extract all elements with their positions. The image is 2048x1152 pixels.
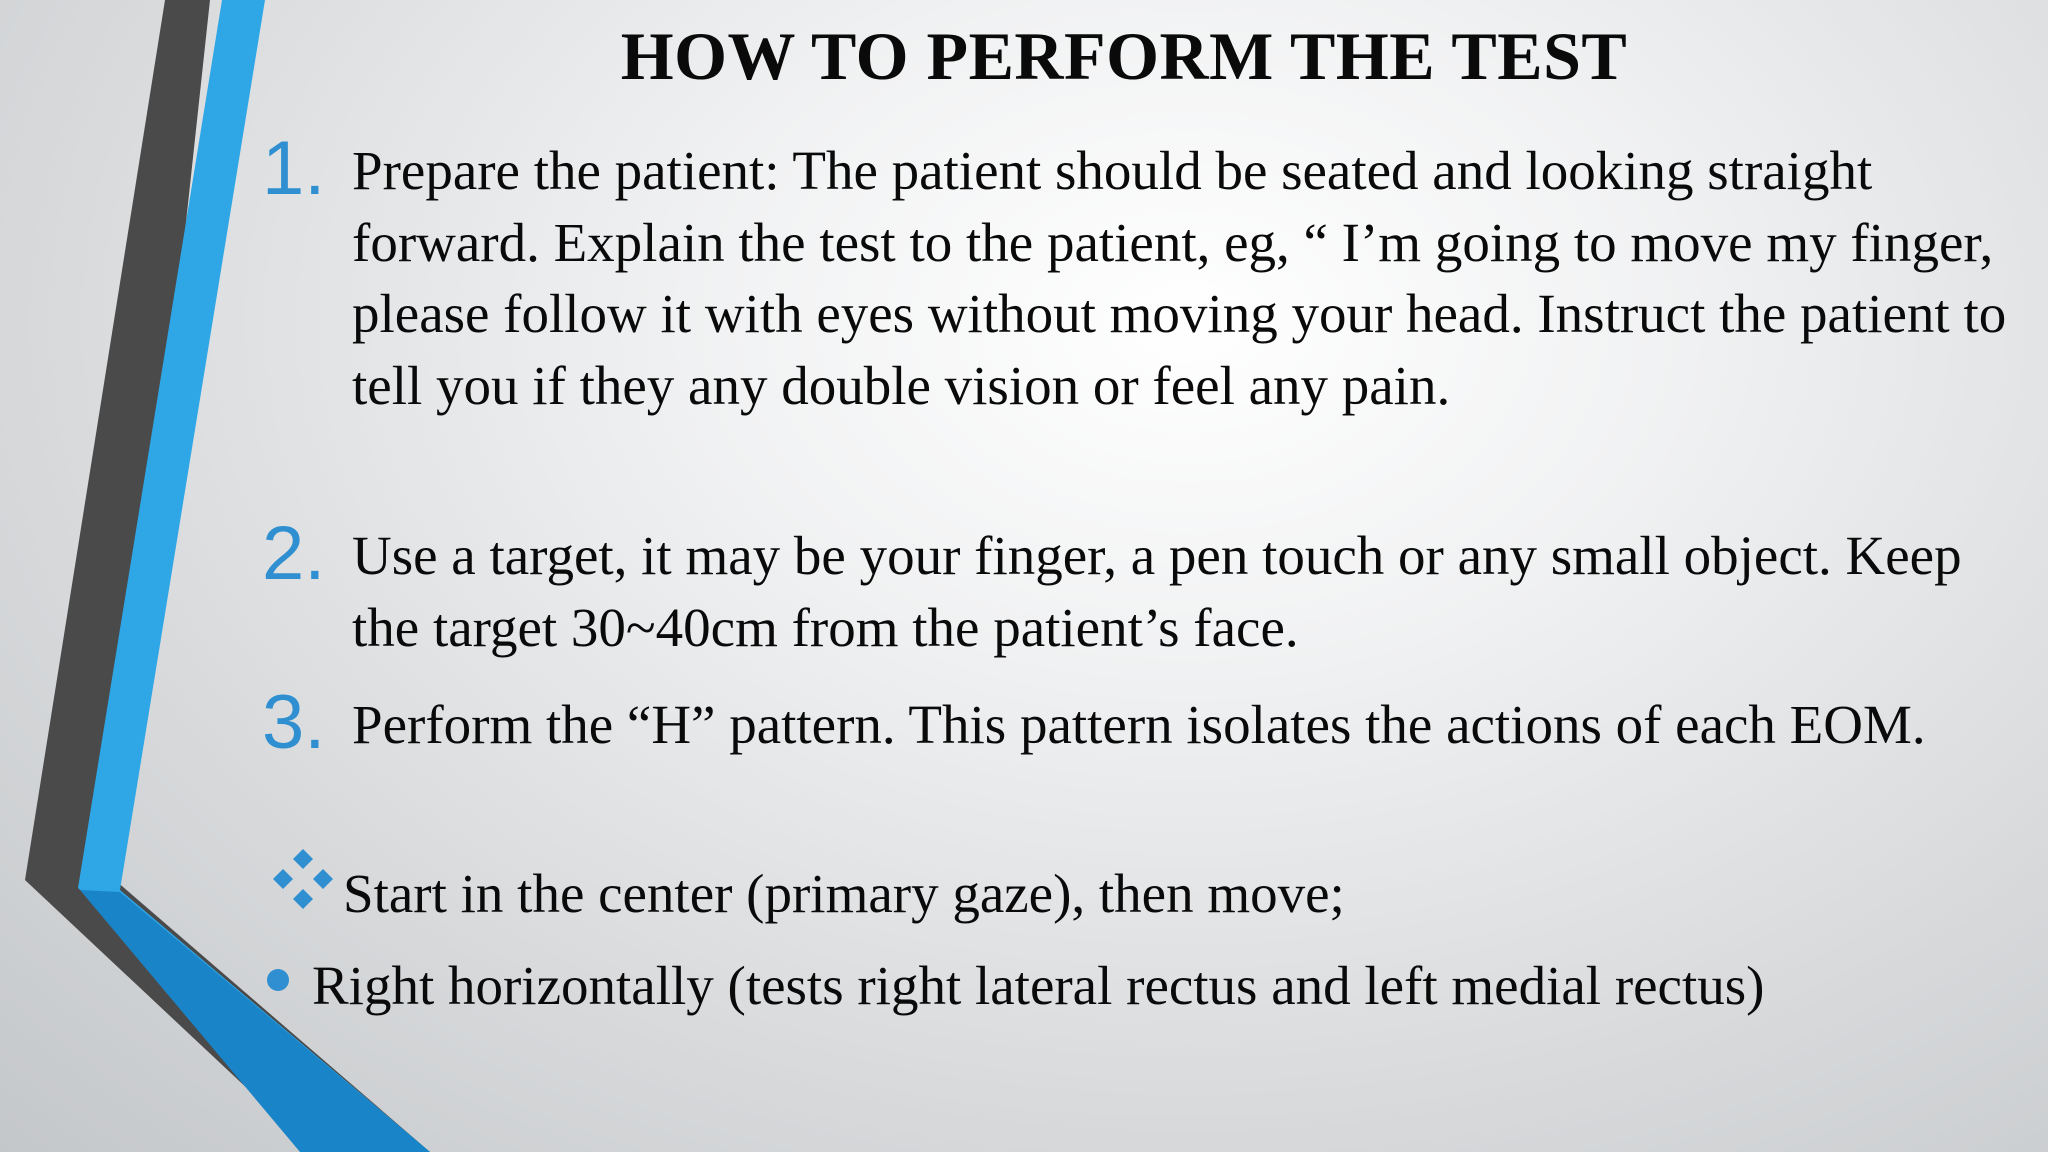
blue-band-shape xyxy=(80,890,430,1152)
dot-bullet-text: Right horizontally (tests right lateral rectus and left medial rectus) xyxy=(312,955,1765,1016)
step-text: Use a target, it may be your finger, a pen touch or any small object. Keep the target 30~40cm from the patient’s face. xyxy=(352,525,1962,658)
diamond-bullet-text: Start in the center (primary gaze), then move; xyxy=(343,863,1345,924)
step-text: Perform the “H” pattern. This pattern isolates the actions of each EOM. xyxy=(352,694,1926,755)
slide-title: HOW TO PERFORM THE TEST xyxy=(620,18,1628,94)
step-number: 1. xyxy=(262,126,326,211)
four-diamonds-icon xyxy=(270,846,336,912)
step-text: Prepare the patient: The patient should be seated and looking straight forward. Explain the test to the patient, eg, “ I’m going to move my finger, please follow it with eyes without moving your head. Instruct the patient to tell you if they any double vision or feel any pain. xyxy=(352,140,2007,416)
step-number: 3. xyxy=(262,680,326,765)
step-number: 2. xyxy=(262,511,326,596)
round-bullet-icon xyxy=(267,969,289,991)
